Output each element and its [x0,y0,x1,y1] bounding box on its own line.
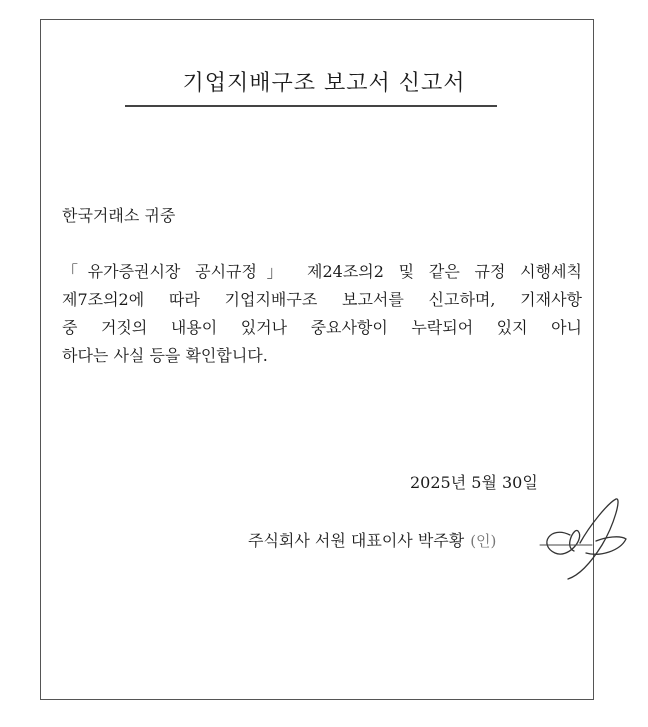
body-line: 제7조의2에 따라 기업지배구조 보고서를 신고하며, 기재사항 [62,290,582,309]
handwritten-signature [530,495,630,585]
body-line: 하다는 사실 등을 확인합니다. [62,346,268,365]
seal-mark: (인) [470,532,497,550]
signer-line [248,528,496,551]
document-date: 2025년 5월 30일 [410,473,538,492]
body-line: 중 거짓의 내용이 있거나 중요사항이 누락되어 있지 아니 [62,318,582,337]
document-title: 기업지배구조 보고서 신고서 [182,71,466,96]
body-paragraph [62,258,582,370]
body-line: 「유가증권시장 공시규정」 제24조의2 및 같은 규정 시행세칙 [62,262,582,281]
addressee: 한국거래소 귀중 [62,206,176,225]
title-underline [125,105,497,107]
signer-name: 주식회사 서원 대표이사 박주황 [248,531,465,550]
